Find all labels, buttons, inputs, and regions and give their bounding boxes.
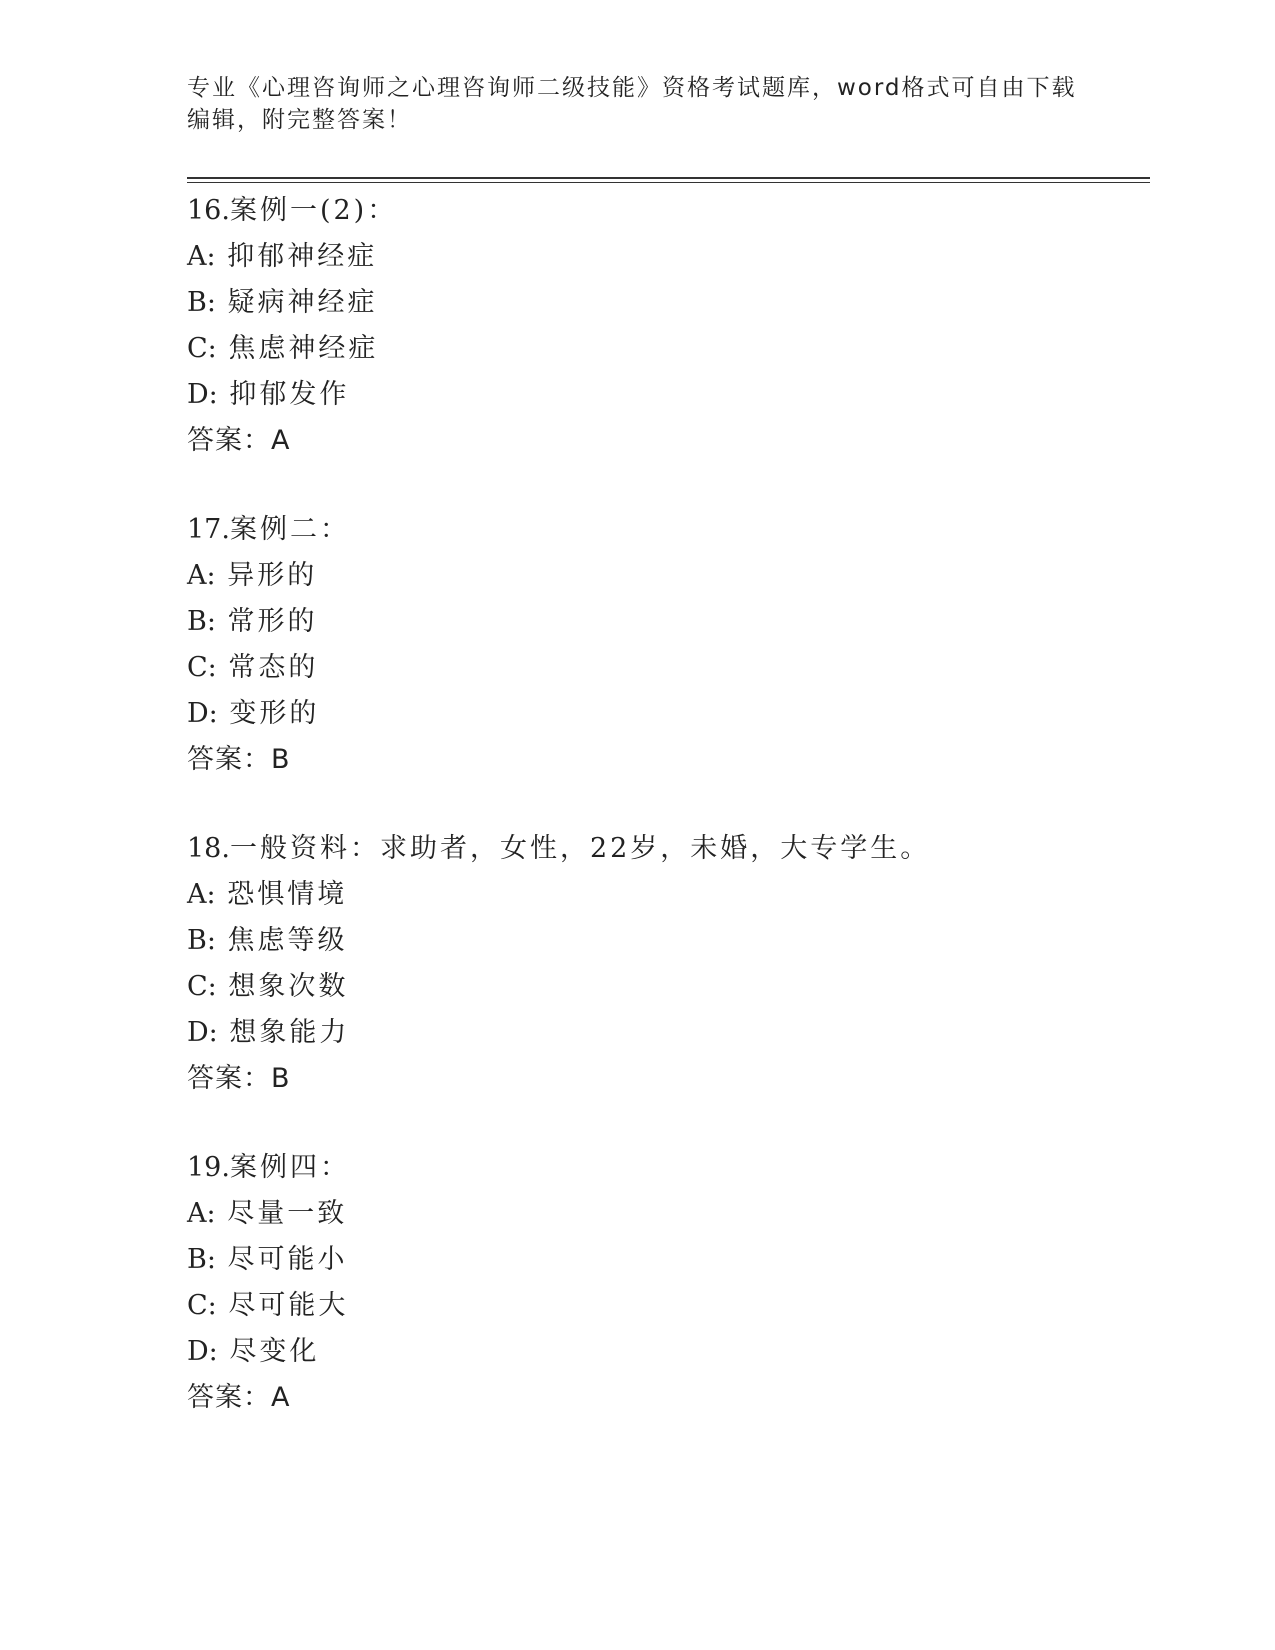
option-label: A: (187, 560, 216, 591)
question-18 (187, 826, 1087, 1102)
option-label: A: (187, 879, 216, 910)
option-label: C: (187, 333, 217, 364)
option-label: A: (187, 241, 216, 272)
answer-label: 答案： (187, 425, 271, 456)
option-b (187, 599, 1087, 645)
option-b (187, 280, 1087, 326)
option-d (187, 372, 1087, 418)
document-header (187, 72, 1087, 136)
option-text: 恐惧情境 (227, 879, 348, 910)
option-d (187, 1010, 1087, 1056)
option-d (187, 691, 1087, 737)
header-divider-thick (187, 177, 1150, 179)
option-text: 想象次数 (228, 971, 349, 1002)
answer-value: A (271, 425, 291, 456)
answer-line (187, 1375, 1087, 1421)
option-text: 尽可能小 (227, 1244, 348, 1275)
option-text: 抑郁发作 (229, 379, 350, 410)
option-b (187, 918, 1087, 964)
answer-line (187, 1056, 1087, 1102)
option-label: A: (187, 1198, 216, 1229)
question-16 (187, 188, 1087, 464)
option-c (187, 1283, 1087, 1329)
question-stem (187, 507, 1087, 553)
question-number: 17. (187, 514, 230, 545)
option-a (187, 234, 1087, 280)
question-19 (187, 1145, 1087, 1421)
option-label: C: (187, 971, 217, 1002)
answer-line (187, 418, 1087, 464)
question-number: 16. (187, 195, 230, 226)
option-c (187, 645, 1087, 691)
answer-label: 答案： (187, 1382, 271, 1413)
option-a (187, 553, 1087, 599)
question-number: 19. (187, 1152, 230, 1183)
option-text: 变形的 (229, 698, 320, 729)
question-number: 18. (187, 833, 230, 864)
option-b (187, 1237, 1087, 1283)
option-text: 抑郁神经症 (227, 241, 378, 272)
option-text: 尽可能大 (228, 1290, 349, 1321)
answer-label: 答案： (187, 744, 271, 775)
question-text: 案例一(2)： (229, 195, 398, 226)
header-line-2: 编辑，附完整答案！ (187, 107, 412, 133)
question-text: 案例二： (229, 514, 350, 545)
question-text: 一般资料：求助者，女性，22岁，未婚，大专学生。 (229, 833, 931, 864)
option-text: 疑病神经症 (227, 287, 378, 318)
option-label: B: (187, 606, 216, 637)
question-stem (187, 1145, 1087, 1191)
option-label: C: (187, 652, 217, 683)
option-label: C: (187, 1290, 217, 1321)
answer-value: B (271, 1063, 291, 1094)
answer-label: 答案： (187, 1063, 271, 1094)
option-text: 焦虑神经症 (228, 333, 379, 364)
question-17 (187, 507, 1087, 783)
option-label: D: (187, 698, 218, 729)
option-a (187, 1191, 1087, 1237)
option-text: 常形的 (227, 606, 318, 637)
header-line-1: 专业《心理咨询师之心理咨询师二级技能》资格考试题库，word格式可自由下载 (187, 75, 1077, 101)
option-d (187, 1329, 1087, 1375)
option-a (187, 872, 1087, 918)
header-divider-thin (187, 182, 1150, 183)
question-stem (187, 826, 1087, 872)
option-text: 尽变化 (229, 1336, 320, 1367)
answer-line (187, 737, 1087, 783)
option-c (187, 326, 1087, 372)
option-label: B: (187, 287, 216, 318)
option-text: 想象能力 (229, 1017, 350, 1048)
option-c (187, 964, 1087, 1010)
answer-value: A (271, 1382, 291, 1413)
option-text: 焦虑等级 (227, 925, 348, 956)
question-text: 案例四： (229, 1152, 350, 1183)
question-stem (187, 188, 1087, 234)
option-label: D: (187, 1017, 218, 1048)
question-list (187, 188, 1087, 1464)
option-text: 异形的 (227, 560, 318, 591)
option-label: D: (187, 379, 218, 410)
answer-value: B (271, 744, 291, 775)
option-text: 尽量一致 (227, 1198, 348, 1229)
option-label: B: (187, 925, 216, 956)
option-label: B: (187, 1244, 216, 1275)
option-text: 常态的 (228, 652, 319, 683)
option-label: D: (187, 1336, 218, 1367)
